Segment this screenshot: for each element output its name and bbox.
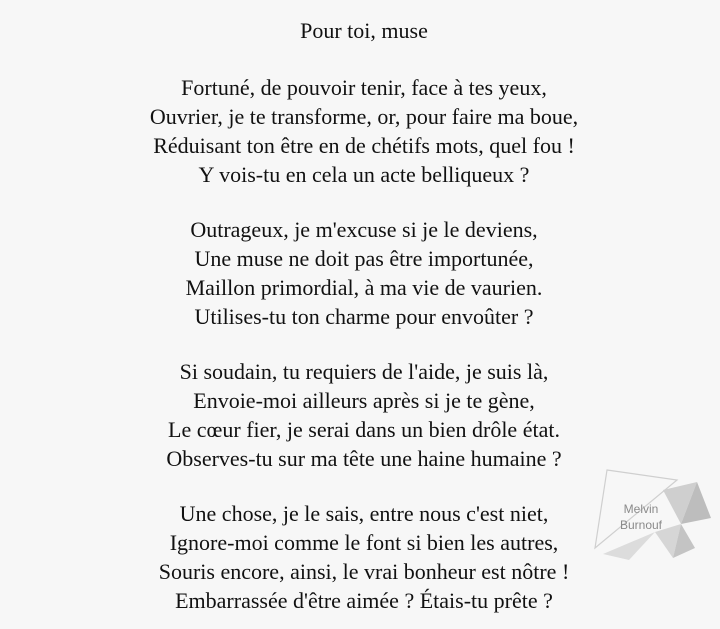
poem-line: Souris encore, ainsi, le vrai bonheur est nôtre ! bbox=[158, 559, 570, 584]
poem-line: Ignore-moi comme le font si bien les autres, bbox=[169, 530, 559, 555]
poem-line: Ouvrier, je te transforme, or, pour faire ma boue, bbox=[149, 104, 579, 129]
poem-line: Si soudain, tu requiers de l'aide, je suis là, bbox=[179, 359, 549, 384]
poem-line: Fortuné, de pouvoir tenir, face à tes yeux, bbox=[181, 75, 547, 100]
poem-line: Le cœur fier, je serai dans un bien drôle état. bbox=[168, 417, 560, 442]
watermark-line-2: Burnouf bbox=[619, 518, 663, 532]
poem-line: Une chose, je le sais, entre nous c'est niet, bbox=[179, 501, 549, 526]
poem-line: Observes-tu sur ma tête une haine humaine ? bbox=[166, 446, 562, 471]
watermark-line-1: Melvin bbox=[623, 502, 659, 516]
stanza-2 bbox=[0, 215, 720, 331]
poem-line: Embarrassée d'être aimée ? Étais-tu prête ? bbox=[175, 588, 553, 613]
poem-title: Pour toi, muse bbox=[300, 18, 428, 43]
author-watermark bbox=[585, 462, 715, 562]
poem-line: Maillon primordial, à ma vie de vaurien. bbox=[185, 275, 543, 300]
poem-line: Y vois-tu en cela un acte belliqueux ? bbox=[198, 162, 530, 187]
poem-line: Réduisant ton être en de chétifs mots, quel fou ! bbox=[153, 133, 575, 158]
poem-line: Envoie-moi ailleurs après si je te gène, bbox=[193, 388, 535, 413]
poem-line: Utilises-tu ton charme pour envoûter ? bbox=[194, 304, 534, 329]
stanza-3 bbox=[0, 357, 720, 473]
stanza-1 bbox=[0, 73, 720, 189]
poem-line: Outrageux, je m'excuse si je le deviens, bbox=[190, 217, 538, 242]
poem-line: Une muse ne doit pas être importunée, bbox=[194, 246, 534, 271]
